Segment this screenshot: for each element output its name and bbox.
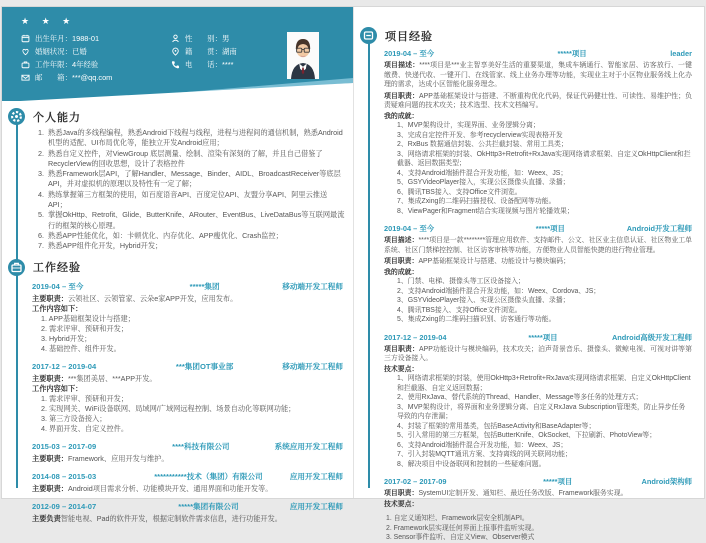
work-entry-duty: [32, 294, 343, 304]
work-entry-item: 1. 需求评审、预研和开发；: [41, 393, 129, 403]
work-entry-duty-label: 主要职责：: [32, 453, 68, 463]
ability-item: 7. 熟悉APP组件化开发，Hybrid开发；: [46, 241, 345, 251]
header-field: [171, 34, 237, 43]
ability-item: 6. 熟悉APP性能优化，如：卡顿优化、内存优化、APP瘦优化、Crash监控；: [46, 231, 345, 241]
ability-section-header: [8, 108, 353, 125]
work-entry-item: 1. APP基础框架设计与搭建；: [41, 313, 135, 323]
project-entry-item: 2、RxBus 数据通信封装、公共拦截封装、常用工具类；: [397, 141, 568, 148]
project-entry-name: *****项目: [557, 49, 587, 58]
project-entry-item: 4、支持Android端插件混合开发功能，如：Weex、JS；: [397, 169, 568, 177]
briefcase-icon: [21, 60, 30, 69]
project-entry-item: 5、GSYVideoPlayer接入，实现公区摄像头直播、录播；: [397, 179, 570, 186]
project-entry-paragraph: [384, 257, 692, 267]
ability-item: 4. 熟练掌握第三方框架的使用，如百度语音API、百度定位API、友盟分享API、阿里云推送API；: [46, 190, 345, 211]
header-field: [21, 47, 171, 56]
work-entry: [32, 361, 343, 434]
project-entry-role: Android架构师: [641, 477, 692, 486]
work-section-title: 工作经验: [33, 262, 81, 275]
header-field-label: 工作年限：: [35, 60, 72, 69]
section-work-experience: [2, 259, 353, 524]
header-fields-left: [21, 34, 171, 82]
header-field: [21, 60, 171, 69]
location-pin-icon: [171, 47, 180, 56]
projects-section-title: 项目经验: [385, 30, 433, 43]
project-entry-item: 1、网络请求框架的封装，使用OkHttp3+Retrofit+RxJava实现网络请求框架、自定义OkHttpClient和拦截器、自定义返回数据；: [397, 375, 691, 392]
work-entry-duty-text: Android项目需求分析、功能模块开发、通用界面和功能开发等。: [67, 483, 273, 493]
header-fields-right: [171, 34, 237, 82]
work-entry-role: 应用开发工程师: [289, 501, 343, 511]
project-entry-paragraph: [384, 489, 692, 499]
project-entry: [384, 48, 692, 216]
work-entry-item: 2. 需求评审、预研和开发；: [41, 323, 129, 333]
ability-item: 5. 掌握OkHttp、Retrofit、Glide、ButterKnife、ARouter、EventBus、LiveDataBus等互联网最流行的框架的核心原理。: [46, 210, 345, 231]
work-entry: [32, 441, 343, 464]
project-entry-header: [384, 48, 692, 59]
header-diagonal-accent: [2, 78, 353, 102]
work-entry-duty: [32, 514, 343, 524]
project-paragraph-label: 项目职责：: [384, 490, 419, 497]
heart-icon: [21, 47, 30, 56]
header-field-label: 邮 箱：: [35, 73, 72, 82]
project-entry-role: Android高级开发工程师: [611, 332, 692, 342]
section-project-experience: [354, 27, 704, 543]
project-entry-name: *****项目: [528, 332, 558, 342]
header-field: [171, 60, 237, 69]
briefcase-icon: [8, 259, 25, 276]
work-entry-date: 2017-12 – 2019-04: [32, 361, 97, 371]
header-field-value: 4年经验: [71, 60, 99, 69]
header-field: [171, 47, 237, 56]
project-paragraph-label: 项目描述：: [384, 237, 419, 244]
project-entry-item: 4、封装了框架的常用基类，包括BaseActivity和BaseAdapter等；: [397, 422, 596, 430]
project-list-label: 技术要点：: [384, 500, 419, 508]
work-entry-role: 移动端开发工程师: [282, 361, 343, 371]
header-field-label: 电 话：: [185, 60, 222, 69]
work-entry-header: [32, 501, 343, 512]
left-column: [2, 7, 353, 523]
calendar-icon: [21, 34, 30, 43]
project-entry-item: 5、集成Zxing的二维码扫描识别、访客通行等功能。: [397, 316, 556, 323]
person-icon: [171, 34, 180, 43]
work-entry-item: 3. Hybrid开发；: [41, 333, 92, 343]
project-entry-item: 3、完成自定控件开发、参考recyclerview实现表格开发: [397, 131, 563, 139]
work-entry-duty: [32, 454, 343, 464]
ability-item: 1. 熟悉Java的多线程编程，熟悉Android下线程与线程，进程与进程间的通信机制，熟悉Android机型的适配、UI布局优化等，能独立开发Android应用；: [46, 128, 345, 149]
project-entry-item: 6、腾讯TBS接入、支持Office文件浏览。: [397, 188, 522, 196]
section-personal-ability: [2, 108, 353, 252]
header-field-label: 籍 贯：: [185, 47, 222, 56]
project-entry-item: 2、使用RxJava、替代系统的Thread、Handler、Message等多任务的处理方式；: [397, 394, 643, 401]
project-entry-role: Android开发工程师: [626, 224, 692, 233]
project-entry-date: 2019-04 – 至今: [384, 224, 435, 233]
work-entry-header: [32, 361, 343, 372]
avatar-illustration: [287, 32, 319, 79]
resume-sheet: [1, 6, 705, 541]
project-paragraph-text: APP功能设计与模块编码，技术攻关；泊声背景音乐、摄像头、微鲸电视、可视对讲等第三方设备接入。: [384, 345, 692, 362]
phone-icon: [171, 60, 180, 69]
work-entries: [2, 281, 353, 524]
work-entry-date: 2015-03 – 2017-09: [32, 441, 97, 451]
project-entry-paragraph: [384, 345, 692, 364]
project-entry-item: 2. Framework层实现任何界面上报事件监听实现。: [386, 524, 539, 532]
project-list-label: 我的成就：: [384, 268, 419, 276]
avatar: [287, 32, 319, 79]
project-paragraph-label: 项目描述：: [384, 62, 420, 69]
work-entry-item: 4. 基础控件、组件开发。: [41, 343, 121, 353]
project-paragraph-text: ****项目是一款********管理应用软件、支持邮件、公文、社区业主信息认证、社区物业工单系统、社区门禁梯控控制、社区访客审核等功能，方便物业人员智能快捷的进行物业管理。: [384, 237, 692, 254]
work-entry: [32, 501, 343, 524]
project-list-label: 技术要点：: [384, 365, 419, 373]
project-list-label: 我的成就：: [384, 112, 419, 120]
project-entry-item: 2、支持Android端插件混合开发功能，如：Weex、Cordova、JS；: [397, 287, 601, 295]
work-entry-duty-label: 主要职责：: [32, 483, 68, 493]
header-field-label: 婚姻状况：: [35, 47, 72, 56]
project-entry-item: 1、MVP架构设计，实现界面、业务逻辑分离；: [397, 122, 540, 129]
header-field-value: 1988-01: [71, 34, 100, 43]
project-entry-date: 2017-12 – 2019-04: [384, 332, 447, 342]
ability-item: 2. 熟悉自定义控件，对ViewGroup 底层测量、绘制、渲染有深刻的了解，并且自己借鉴了RecyclerView的回收思想，设计了表格控件: [46, 149, 345, 170]
project-entry-item: 3、网络请求框架的封装、OkHttp3+Retrofit+RxJava实现网络请求框架、自定义OkHttpClient和拦截器、返回数据类型；: [397, 150, 691, 167]
work-entry-role: 移动端开发工程师: [282, 281, 343, 291]
project-entry-paragraph: [384, 61, 692, 90]
work-entry-duty-text: 智能电视、Pad的软件开发，根据定制软件需求信息，进行功能开发。: [60, 513, 282, 523]
work-entry-duty-text: ***集团美居、***APP开发。: [67, 373, 157, 383]
work-entry-header: [32, 441, 343, 452]
work-entry-header: [32, 471, 343, 482]
ability-item: 3. 熟悉Framework层API，了解Handler、Message、Binder、AIDL、BroadcastReceiver等底层API，并对虚拟机的原理以及特性有一定了解；: [46, 169, 345, 190]
work-entry-content-label: 工作内容如下：: [32, 383, 83, 393]
work-entry-header: [32, 281, 343, 292]
header-field-value: ****: [221, 60, 234, 69]
work-entry-company: *****集团有限公司: [178, 501, 239, 511]
project-entry-paragraph: [384, 92, 692, 111]
work-entry-duty: [32, 374, 343, 384]
ability-section-title: 个人能力: [33, 111, 81, 124]
project-paragraph-text: ****项目是***业主智享美好生活的重要渠道，集成车辆通行、智能家居、访客放行、一键缴费、快递代收、一键开门、在线管家、线上业务办理等功能，实现业主对于小区物业服务线上化办理的需求，达成小区智能化服务理念。: [384, 62, 693, 88]
project-entry-item: 8、ViewPager和Fragment结合实现视频与图片轮播效果；: [397, 207, 574, 215]
project-entry-item: 7、引入封装MQTT通讯方案、支持离线的网关联网功能；: [397, 451, 572, 458]
work-entry-item: 3. 第三方设备接入；: [41, 413, 107, 423]
project-entry: [384, 332, 692, 470]
work-entry-duty-label: 主要职责：: [32, 373, 68, 383]
project-paragraph-text: SystemUI定制开发、通知栏、最近任务改版、Framework服务实现。: [418, 490, 628, 497]
header-field-label: 性 别：: [185, 34, 222, 43]
work-section-header: [8, 259, 353, 276]
rating-stars: ★ ★ ★: [21, 16, 76, 26]
project-paragraph-label: 项目职责：: [384, 92, 420, 100]
work-entry-duty: [32, 484, 343, 494]
project-entry-item: 3. Sensor事件监听、自定义View、Observer模式: [386, 534, 535, 541]
project-paragraph-label: 项目职责：: [384, 345, 420, 353]
project-entry-header: [384, 332, 692, 343]
header-field-value: 男: [221, 34, 230, 43]
project-entry-header: [384, 223, 692, 234]
project-entry-item: 8、解决项目中设备联网和控制的一些疑难问题。: [397, 460, 546, 468]
work-entry-content-label: 工作内容如下：: [32, 303, 83, 313]
work-entry: [32, 471, 343, 494]
project-entry-item: 7、集成Zxing的二维码扫描授权、设备配网等功能。: [397, 198, 556, 205]
resume-header: [2, 7, 353, 101]
project-entry: [384, 476, 692, 543]
work-entry-item: 4. 界面开发、自定义控件。: [41, 423, 129, 433]
work-entry-duty-text: Framework、应用开发与维护。: [67, 453, 169, 463]
project-paragraph-label: 项目职责：: [384, 258, 419, 265]
work-entry-date: 2012-09 – 2014-07: [32, 501, 97, 511]
projects-section-header: [360, 27, 704, 44]
work-entry-company: ***集团OT事业部: [175, 361, 234, 371]
header-field-value: ***@qq.com: [71, 73, 113, 82]
work-entry-duty-label: 主要负责: [32, 513, 61, 523]
project-entry-item: 4、腾讯TBS接入、支持Office文件浏览。: [397, 306, 522, 314]
header-field-value: 已婚: [71, 47, 87, 56]
project-entry: [384, 223, 692, 325]
ability-list: [2, 128, 345, 252]
work-entry-company: ****科技有限公司: [172, 441, 230, 451]
project-paragraph-text: APP基础框架设计与搭建、不断重构优化代码，保证代码健壮性、可读性、易维护性；负责疑难问题的技术攻关；技术选型、技术文档编写。: [384, 92, 692, 109]
work-entry: [32, 281, 343, 354]
project-entry-item: 1、门禁、电梯、摄像头等工区设备接入；: [397, 278, 525, 285]
project-entry-header: [384, 476, 692, 487]
project-entry-item: 6、支持Android端插件混合开发功能，如：Weex、JS；: [397, 441, 568, 449]
project-entry-name: *****项目: [543, 477, 573, 486]
work-entry-duty-text: 云领社区、云领管家、云朵e家APP开发，应用发布。: [67, 293, 238, 303]
project-entry-item: 1. 自定义通知栏、Framework层安全机制API。: [386, 515, 529, 522]
project-entries: [354, 48, 704, 543]
work-entry-date: 2014-08 – 2015-03: [32, 471, 97, 481]
header-field-value: 湖南: [221, 47, 237, 56]
work-entry-role: 应用开发工程师: [289, 471, 343, 481]
work-entry-company: *****集团: [189, 281, 220, 291]
project-entry-role: leader: [670, 49, 692, 58]
work-entry-date: 2019-04 – 至今: [32, 281, 84, 291]
project-entry-paragraph: [384, 236, 692, 255]
work-entry-company: ***********技术（集团）有限公司: [154, 471, 263, 481]
gear-icon: [8, 108, 25, 125]
header-field-label: 出生年月：: [35, 34, 72, 43]
project-entry-name: *****项目: [535, 224, 565, 233]
project-entry-item: 5、引入常用的第三方框架，包括ButterKnife、OkSocket、下拉刷新、PhotoView等；: [397, 432, 657, 439]
window-icon: [360, 27, 377, 44]
work-entry-role: 系统应用开发工程师: [274, 441, 343, 451]
project-entry-item: 3、GSYVideoPlayer接入、实现公区摄像头直播、录播；: [397, 297, 570, 304]
work-entry-item: 2. 实现网关、WiFi设备联网、局域网/广域网远程控制、场景自动化等联网功能；: [41, 403, 296, 413]
header-field: [21, 34, 171, 43]
work-entry-duty-label: 主要职责：: [32, 293, 68, 303]
project-entry-item: 3、MVP架构设计，将界面和业务逻辑分离、自定义RxJava Subscription管理类，防止异步任务导致的内存泄漏；: [397, 403, 686, 420]
project-entry-date: 2017-02 – 2017-09: [384, 477, 447, 486]
project-paragraph-text: APP基础框架设计与搭建、功能设计与模块编码；: [418, 258, 571, 265]
project-entry-date: 2019-04 – 至今: [384, 49, 435, 58]
right-column: [353, 7, 704, 541]
